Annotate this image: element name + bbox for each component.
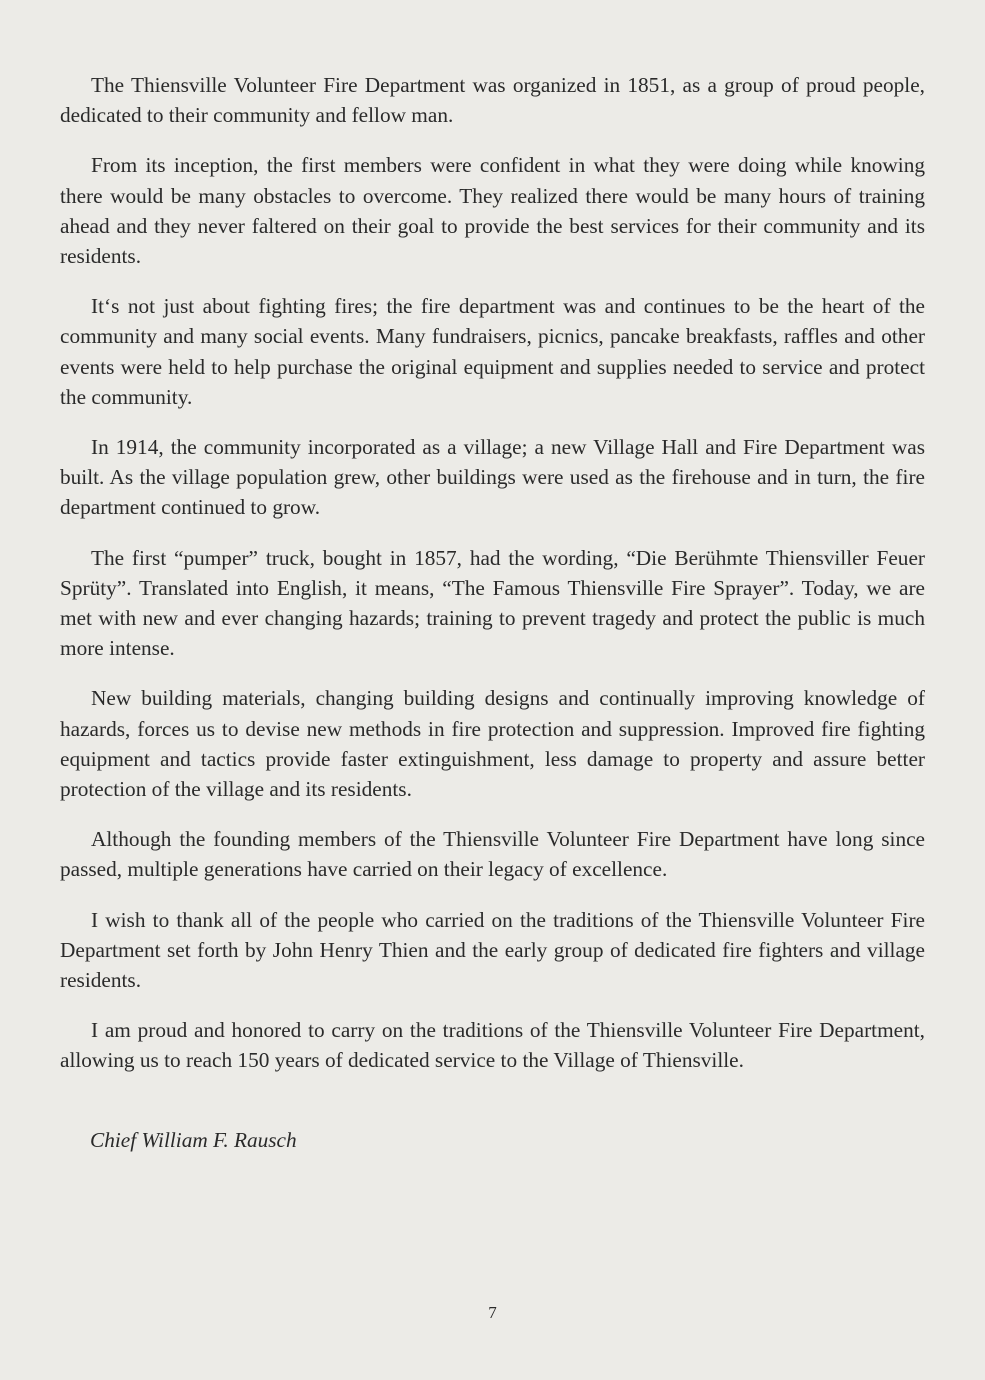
paragraph-new-materials: New building materials, changing building designs and continually improving knowledge of hazards, forces us to devise new methods in fire protection and suppression. Improved fire fighting equipment and tactics provide faster extinguishment, less damage to property and assure better protection of the village and its residents. bbox=[60, 686, 925, 802]
paragraph-1914-village: In 1914, the community incorporated as a village; a new Village Hall and Fire Department was built. As the village population grew, other buildings were used as the firehouse and in turn, the fire department continued to grow. bbox=[60, 435, 925, 520]
signature: Chief William F. Rausch bbox=[90, 1128, 297, 1152]
letter-body bbox=[60, 70, 925, 1096]
paragraph-founding: The Thiensville Volunteer Fire Department was organized in 1851, as a group of proud people, dedicated to their community and fellow man. bbox=[60, 73, 925, 128]
paragraph-community-heart: It‘s not just about fighting fires; the fire department was and continues to be the heart of the community and many social events. Many fundraisers, picnics, pancake breakfasts, raffles and other events were held to help purchase the original equipment and supplies needed to service and protect the community. bbox=[60, 294, 925, 409]
page-number: 7 bbox=[488, 1303, 497, 1322]
paragraph-proud: I am proud and honored to carry on the traditions of the Thiensville Volunteer Fire Department, allowing us to reach 150 years of dedicated service to the Village of Thiensville. bbox=[60, 1018, 925, 1073]
paragraph-thanks: I wish to thank all of the people who carried on the traditions of the Thiensville Volunteer Fire Department set forth by John Henry Thien and the early group of dedicated fire fighters and village residents. bbox=[60, 907, 925, 993]
paragraph-first-pumper: The first “pumper” truck, bought in 1857, had the wording, “Die Berühmte Thiensviller Feuer Sprüty”. Translated into English, it means, “The Famous Thiensville Fire Sprayer”. Today, we are met with new and ever changing hazards; training to prevent tragedy and protect the public is much more intense. bbox=[60, 545, 925, 661]
paragraph-inception: From its inception, the first members were confident in what they were doing while knowing there would be many obstacles to overcome. They realized there would be many hours of training ahead and they never faltered on their goal to provide the best services for their community and its residents. bbox=[60, 153, 925, 269]
paragraph-founding-members: Although the founding members of the Thiensville Volunteer Fire Department have long since passed, multiple generations have carried on their legacy of excellence. bbox=[60, 827, 925, 882]
